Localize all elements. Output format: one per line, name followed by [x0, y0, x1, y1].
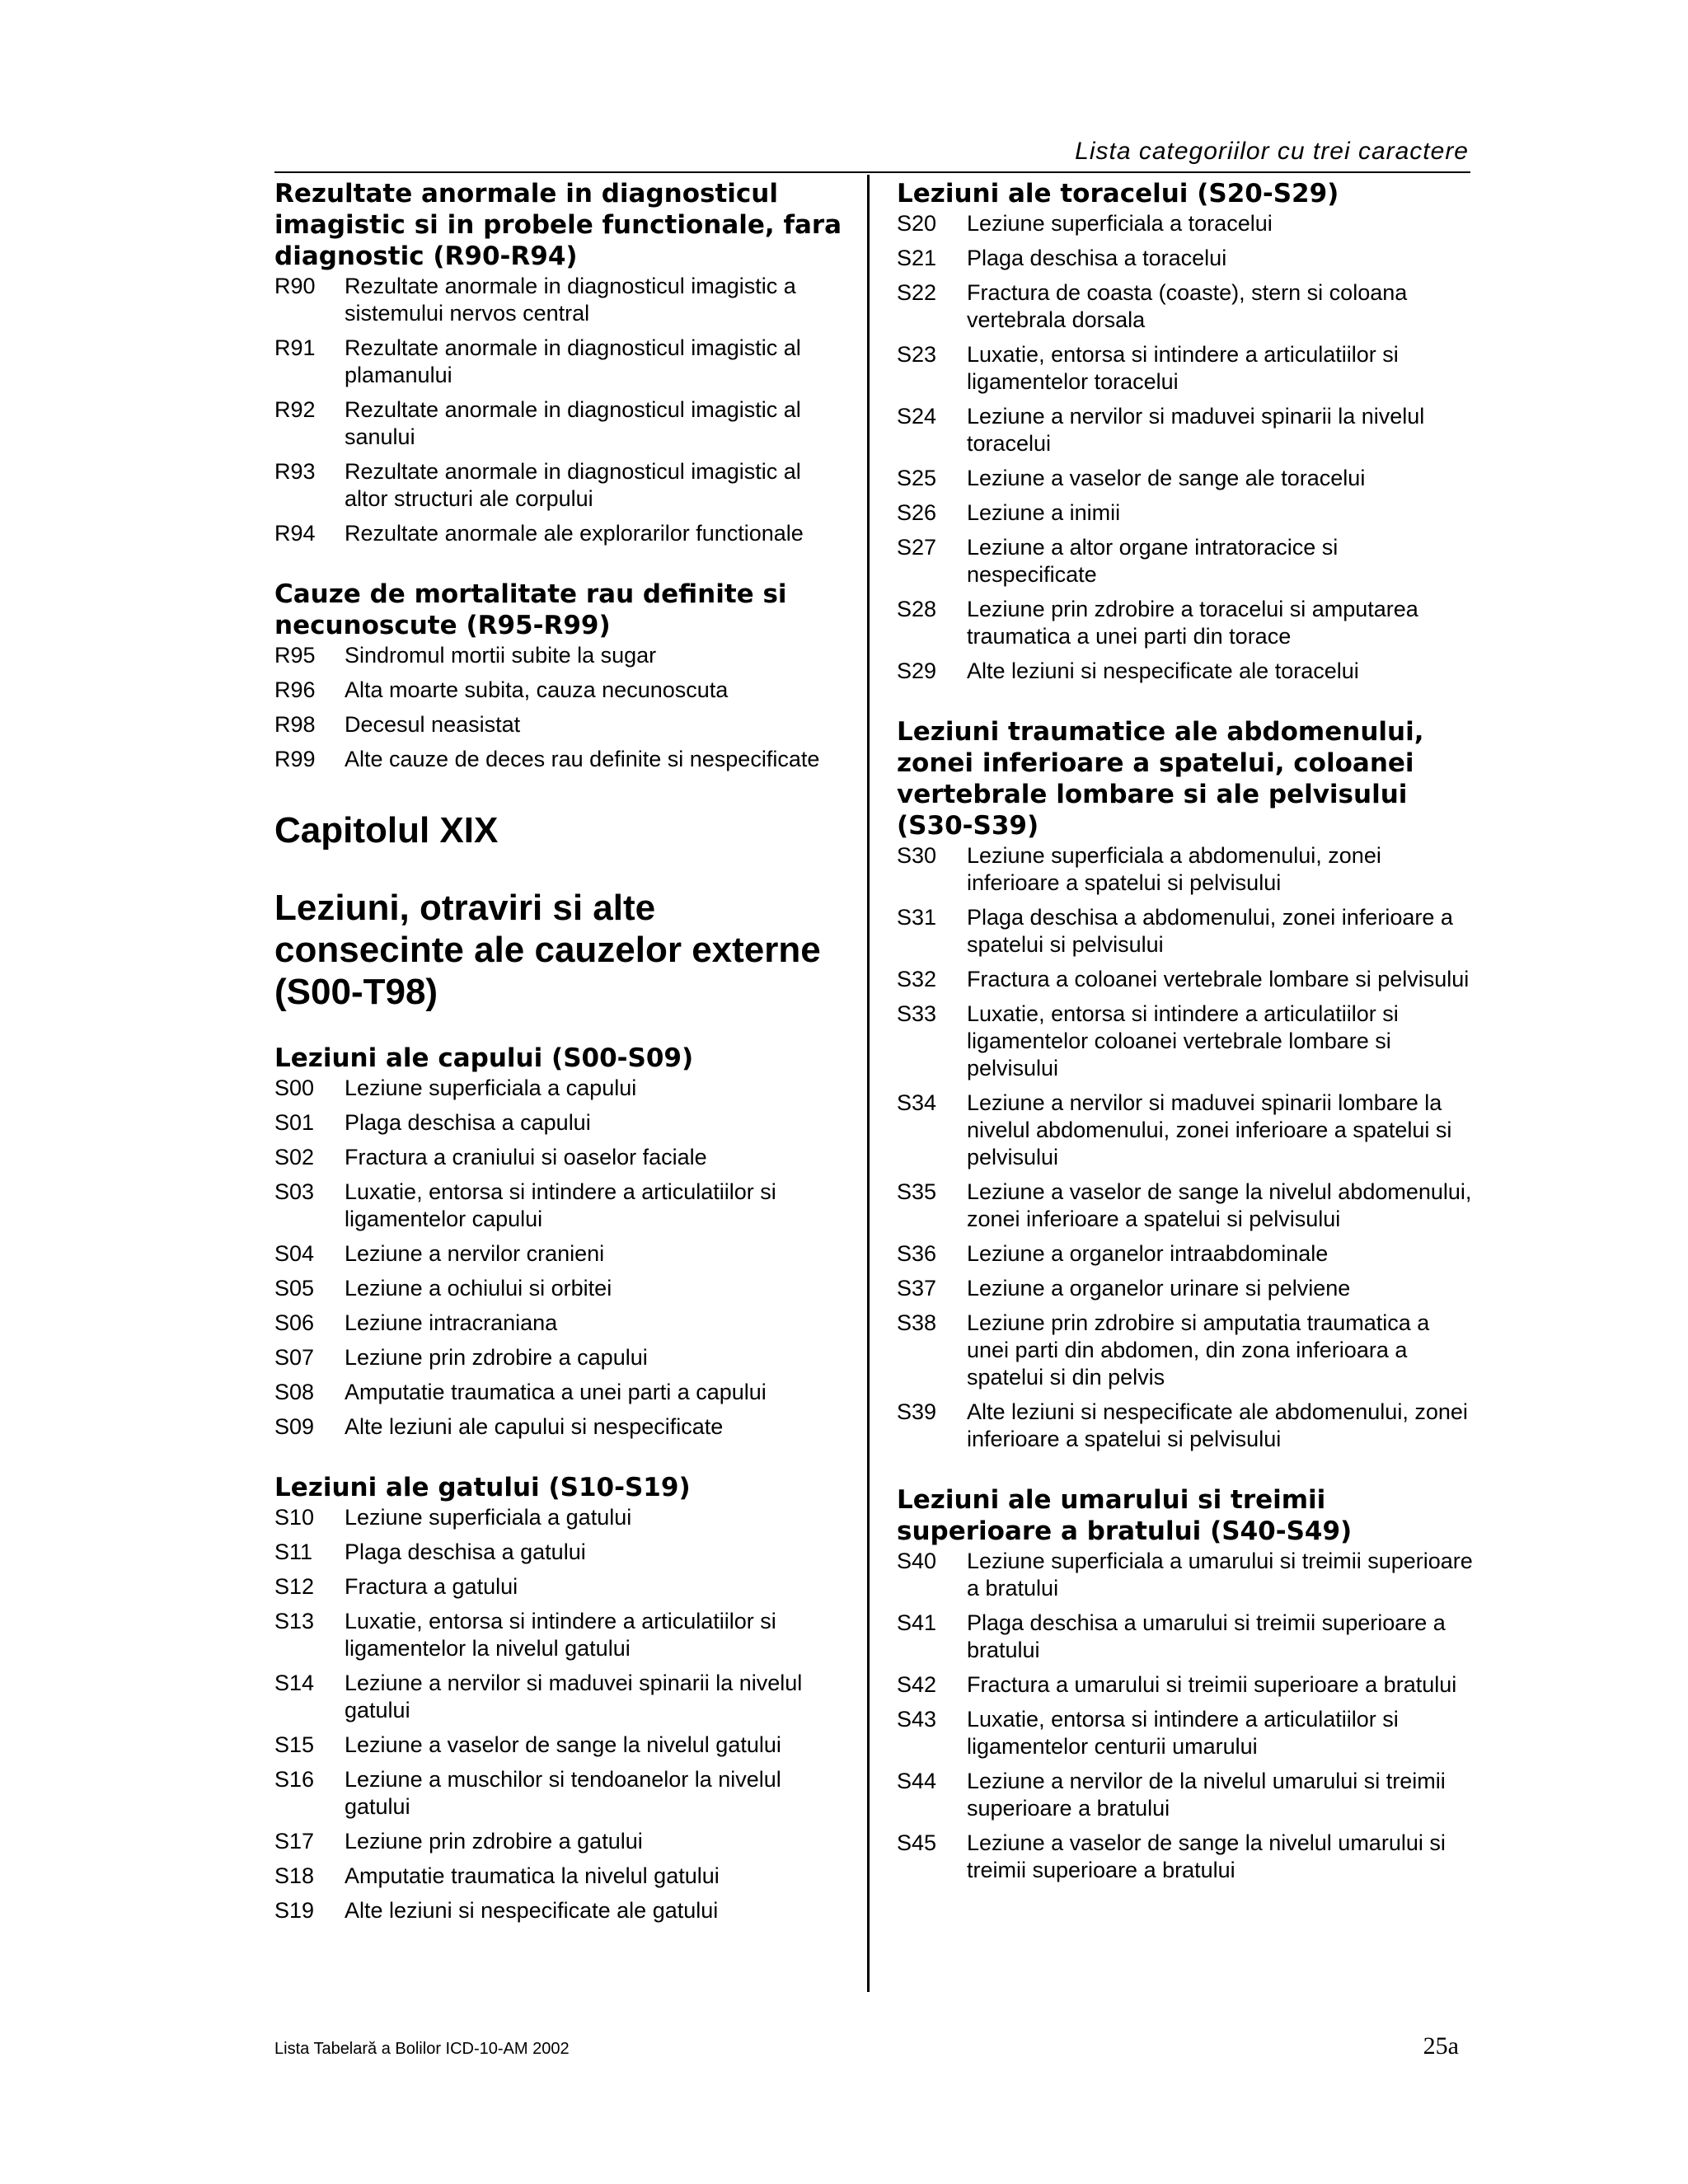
list-item — [897, 904, 1474, 958]
category-description: Leziune a vaselor de sange ale toracelui — [967, 466, 1366, 490]
category-code: R90 — [274, 274, 316, 298]
category-code: R96 — [274, 677, 316, 702]
category-description: Leziune a nervilor de la nivelul umarului si treimii superioare a bratului — [967, 1769, 1446, 1821]
category-code: S34 — [897, 1090, 937, 1115]
footer-title: Lista Tabelară a Bolilor ICD-10-AM 2002 — [274, 2040, 570, 2058]
left-column — [274, 178, 843, 1932]
category-code: R99 — [274, 747, 316, 771]
category-code: S04 — [274, 1241, 315, 1266]
category-code: S45 — [897, 1830, 937, 1855]
category-description: Amputatie traumatica la nivelul gatului — [345, 1863, 720, 1888]
list-item — [274, 335, 843, 389]
category-description: Rezultate anormale in diagnosticul imagistic al plamanului — [345, 335, 801, 387]
list-item — [274, 1344, 843, 1371]
category-code: S36 — [897, 1241, 937, 1266]
list-item — [274, 1539, 843, 1566]
category-description: Luxatie, entorsa si intindere a articulatiilor si ligamentelor capului — [345, 1179, 776, 1231]
list-item — [274, 1863, 843, 1890]
category-description: Leziune prin zdrobire a gatului — [345, 1829, 643, 1854]
category-description: Leziune a nervilor cranieni — [345, 1241, 605, 1266]
category-description: Leziune superficiala a abdomenului, zonei inferioare a spatelui si pelvisului — [967, 843, 1381, 895]
category-code: R91 — [274, 335, 316, 360]
chapter-title: Leziuni, otraviri si alte consecinte ale cauzelor externe (S00-T98) — [274, 888, 821, 1012]
list-item — [274, 458, 843, 513]
category-description: Alte leziuni ale capului si nespecificate — [345, 1414, 724, 1439]
category-description: Leziune a ochiului si orbitei — [345, 1276, 612, 1301]
list-item — [897, 658, 1474, 685]
list-item — [897, 1830, 1474, 1884]
category-code: S27 — [897, 535, 937, 560]
category-description: Rezultate anormale in diagnosticul imagistic a sistemului nervos central — [345, 274, 796, 326]
category-description: Fractura a gatului — [345, 1574, 518, 1599]
list-item — [897, 1240, 1474, 1268]
list-item — [897, 279, 1474, 334]
category-code: S08 — [274, 1380, 315, 1404]
list-item — [274, 1144, 843, 1171]
list-item — [274, 677, 843, 704]
list-item — [897, 1310, 1474, 1391]
list-item — [274, 1897, 843, 1924]
list-item — [274, 1573, 843, 1601]
category-description: Fractura a umarului si treimii superioare a bratului — [967, 1672, 1457, 1697]
section-title: Leziuni ale umarului si treimii superioare a bratului (S40-S49) — [897, 1485, 1353, 1546]
category-code: S30 — [897, 843, 937, 868]
list-item — [897, 966, 1474, 993]
list-item — [274, 1504, 843, 1531]
list-item — [274, 520, 843, 547]
section-title: Leziuni ale capului (S00-S09) — [274, 1043, 694, 1073]
list-item — [274, 1379, 843, 1406]
category-description: Leziune prin zdrobire si amputatia traumatica a unei parti din abdomen, din zona inferioara a spatelui si din pelvis — [967, 1310, 1430, 1390]
list-item — [274, 642, 843, 669]
category-description: Luxatie, entorsa si intindere a articulatiilor si ligamentelor coloanei vertebrale lombare si pelvisului — [967, 1001, 1399, 1080]
list-item — [274, 1608, 843, 1662]
category-code: S00 — [274, 1076, 315, 1100]
category-description: Leziune superficiala a toracelui — [967, 211, 1273, 236]
category-code: S24 — [897, 404, 937, 429]
category-description: Sindromul mortii subite la sugar — [345, 643, 657, 668]
list-item — [897, 1610, 1474, 1664]
category-code: S22 — [897, 280, 937, 305]
category-description: Leziune a nervilor si maduvei spinarii lombare la nivelul abdomenului, zonei inferioare a spatelui si pelvisului — [967, 1090, 1452, 1169]
category-code: S15 — [274, 1732, 315, 1757]
list-item — [274, 1732, 843, 1759]
category-description: Rezultate anormale in diagnosticul imagistic al altor structuri ale corpului — [345, 459, 801, 511]
category-description: Plaga deschisa a abdomenului, zonei inferioare a spatelui si pelvisului — [967, 905, 1453, 957]
category-code: S13 — [274, 1609, 315, 1633]
category-description: Leziune a muschilor si tendoanelor la nivelul gatului — [345, 1767, 781, 1819]
list-item — [897, 499, 1474, 527]
header-rule — [274, 171, 1470, 173]
category-description: Alte leziuni si nespecificate ale gatului — [345, 1898, 719, 1923]
category-code: S18 — [274, 1863, 315, 1888]
category-code: S05 — [274, 1276, 315, 1301]
category-code: S28 — [897, 597, 937, 621]
category-description: Leziune a inimii — [967, 500, 1121, 525]
list-item — [897, 1548, 1474, 1602]
category-code: S11 — [274, 1540, 313, 1564]
list-item — [274, 1413, 843, 1441]
category-code: R95 — [274, 643, 316, 668]
category-code: S06 — [274, 1310, 315, 1335]
category-code: R94 — [274, 521, 316, 546]
list-item — [897, 1768, 1474, 1822]
category-code: S44 — [897, 1769, 937, 1793]
category-code: S10 — [274, 1505, 315, 1530]
category-description: Leziune a vaselor de sange la nivelul gatului — [345, 1732, 781, 1757]
category-description: Plaga deschisa a capului — [345, 1110, 591, 1135]
category-code: S38 — [897, 1310, 937, 1335]
list-item — [274, 711, 843, 738]
list-item — [274, 1670, 843, 1724]
list-item — [274, 1828, 843, 1855]
category-description: Alte leziuni si nespecificate ale abdomenului, zonei inferioare a spatelui si pelvisului — [967, 1399, 1468, 1451]
list-item — [274, 396, 843, 451]
category-description: Leziune a nervilor si maduvei spinarii la nivelul toracelui — [967, 404, 1425, 456]
list-item — [897, 341, 1474, 396]
list-item — [897, 1275, 1474, 1302]
category-code: S39 — [897, 1399, 937, 1424]
category-code: S32 — [897, 967, 937, 991]
category-code: S21 — [897, 246, 937, 270]
category-description: Luxatie, entorsa si intindere a articulatiilor si ligamentelor la nivelul gatului — [345, 1609, 776, 1661]
list-item — [897, 1179, 1474, 1233]
right-column — [897, 178, 1474, 1891]
category-description: Fractura de coasta (coaste), stern si coloana vertebrala dorsala — [967, 280, 1408, 332]
category-description: Plaga deschisa a toracelui — [967, 246, 1227, 270]
category-code: S40 — [897, 1549, 937, 1573]
list-item — [274, 746, 843, 773]
running-head: Lista categoriilor cu trei caractere — [1075, 138, 1469, 165]
category-code: S20 — [897, 211, 937, 236]
section-title: Leziuni ale gatului (S10-S19) — [274, 1473, 691, 1502]
list-item — [897, 842, 1474, 897]
category-description: Fractura a coloanei vertebrale lombare si pelvisului — [967, 967, 1470, 991]
category-code: S37 — [897, 1276, 937, 1301]
category-description: Leziune a altor organe intratoracice si nespecificate — [967, 535, 1339, 587]
list-item — [897, 1399, 1474, 1453]
list-item — [897, 596, 1474, 650]
category-description: Leziune a organelor intraabdominale — [967, 1241, 1329, 1266]
category-description: Fractura a craniului si oaselor faciale — [345, 1145, 707, 1169]
category-code: S07 — [274, 1345, 315, 1370]
category-description: Leziune a vaselor de sange la nivelul umarului si treimii superioare a bratului — [967, 1830, 1446, 1882]
category-description: Leziune a nervilor si maduvei spinarii la nivelul gatului — [345, 1671, 803, 1722]
section-title: Cauze de mortalitate rau definite si necunoscute (R95-R99) — [274, 579, 787, 640]
category-code: R92 — [274, 397, 316, 422]
category-code: S42 — [897, 1672, 937, 1697]
category-description: Leziune prin zdrobire a toracelui si amputarea traumatica a unei parti din torace — [967, 597, 1418, 649]
page-number: 25a — [1423, 2032, 1459, 2060]
category-code: S33 — [897, 1001, 937, 1026]
category-code: S25 — [897, 466, 937, 490]
list-item — [274, 1240, 843, 1268]
list-item — [897, 534, 1474, 588]
category-code: S14 — [274, 1671, 315, 1695]
list-item — [897, 1706, 1474, 1760]
category-code: S35 — [897, 1179, 937, 1204]
chapter-number: Capitolul XIX — [274, 810, 499, 851]
list-item — [897, 210, 1474, 237]
category-description: Leziune superficiala a capului — [345, 1076, 637, 1100]
category-code: S16 — [274, 1767, 315, 1792]
category-code: R93 — [274, 459, 316, 484]
category-code: S01 — [274, 1110, 315, 1135]
left-sections-bottom — [274, 1043, 843, 1924]
category-code: S29 — [897, 658, 937, 683]
category-description: Plaga deschisa a umarului si treimii superioare a bratului — [967, 1610, 1446, 1662]
category-description: Leziune superficiala a gatului — [345, 1505, 632, 1530]
list-item — [274, 1075, 843, 1102]
category-description: Leziune intracraniana — [345, 1310, 558, 1335]
category-code: S41 — [897, 1610, 937, 1635]
category-description: Rezultate anormale in diagnosticul imagistic al sanului — [345, 397, 801, 449]
category-code: S12 — [274, 1574, 315, 1599]
category-code: S31 — [897, 905, 937, 930]
list-item — [274, 273, 843, 327]
category-description: Leziune a vaselor de sange la nivelul abdomenului, zonei inferioare a spatelui si pelvisului — [967, 1179, 1472, 1231]
list-item — [274, 1109, 843, 1137]
list-item — [897, 465, 1474, 492]
category-description: Decesul neasistat — [345, 712, 521, 737]
column-divider — [867, 175, 870, 1992]
section-title: Rezultate anormale in diagnosticul imagistic si in probele functionale, fara diagnostic (R90-R94) — [274, 179, 842, 271]
list-item — [274, 1275, 843, 1302]
category-description: Luxatie, entorsa si intindere a articulatiilor si ligamentelor centurii umarului — [967, 1707, 1399, 1759]
section-title: Leziuni ale toracelui (S20-S29) — [897, 179, 1339, 209]
list-item — [274, 1766, 843, 1821]
category-description: Amputatie traumatica a unei parti a capului — [345, 1380, 767, 1404]
category-description: Leziune a organelor urinare si pelviene — [967, 1276, 1351, 1301]
list-item — [897, 245, 1474, 272]
category-description: Plaga deschisa a gatului — [345, 1540, 586, 1564]
category-description: Alta moarte subita, cauza necunoscuta — [345, 677, 729, 702]
category-code: S09 — [274, 1414, 315, 1439]
category-code: S23 — [897, 342, 937, 367]
list-item — [274, 1179, 843, 1233]
right-sections — [897, 178, 1474, 1884]
section-title: Leziuni traumatice ale abdomenului, zonei inferioare a spatelui, coloanei vertebrale lombare si ale pelvisului (S30-S39) — [897, 717, 1424, 841]
category-description: Leziune prin zdrobire a capului — [345, 1345, 648, 1370]
category-code: S43 — [897, 1707, 937, 1732]
left-sections-top — [274, 178, 843, 773]
category-description: Leziune superficiala a umarului si treimii superioare a bratului — [967, 1549, 1473, 1601]
category-description: Rezultate anormale ale explorarilor functionale — [345, 521, 804, 546]
list-item — [897, 1001, 1474, 1082]
category-description: Luxatie, entorsa si intindere a articulatiilor si ligamentelor toracelui — [967, 342, 1399, 394]
list-item — [897, 403, 1474, 457]
list-item — [897, 1671, 1474, 1699]
category-description: Alte cauze de deces rau definite si nespecificate — [345, 747, 820, 771]
list-item — [274, 1310, 843, 1337]
category-code: S19 — [274, 1898, 315, 1923]
category-code: R98 — [274, 712, 316, 737]
category-code: S26 — [897, 500, 937, 525]
category-code: S17 — [274, 1829, 315, 1854]
category-description: Alte leziuni si nespecificate ale toracelui — [967, 658, 1359, 683]
category-code: S03 — [274, 1179, 315, 1204]
list-item — [897, 1090, 1474, 1171]
category-code: S02 — [274, 1145, 315, 1169]
